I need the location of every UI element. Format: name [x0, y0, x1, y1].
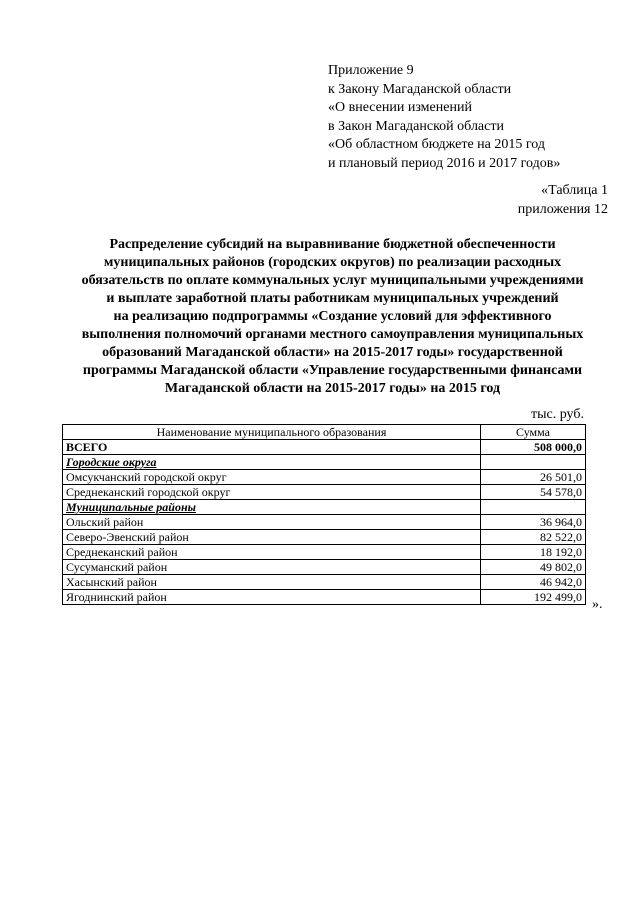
row-value: 26 501,0 [481, 470, 586, 485]
table-row [63, 575, 586, 590]
table-row [63, 485, 586, 500]
row-name: Среднеканский район [63, 545, 481, 560]
row-name: Среднеканский городской округ [63, 485, 481, 500]
row-value: 82 522,0 [481, 530, 586, 545]
title-line: обязательств по оплате коммунальных услуг муниципальными учреждениями [81, 273, 584, 288]
closing-quote: ». [592, 597, 603, 612]
table-row [63, 545, 586, 560]
table-row [63, 530, 586, 545]
table-reference [518, 182, 608, 219]
appendix-line: в Закон Магаданской области [328, 118, 504, 134]
section-row [63, 455, 586, 470]
section-row [63, 500, 586, 515]
title-line: на реализацию подпрограммы «Создание условий для эффективного [113, 309, 552, 324]
row-value: 18 192,0 [481, 545, 586, 560]
row-name: Хасынский район [63, 575, 481, 590]
row-value: 46 942,0 [481, 575, 586, 590]
title-line: муниципальных районов (городских округов) по реализации расходных [103, 255, 562, 270]
section-title: Городские округа [63, 455, 481, 470]
total-value: 508 000,0 [481, 440, 586, 455]
row-name: Сусуманский район [63, 560, 481, 575]
section-empty [481, 455, 586, 470]
row-value: 54 578,0 [481, 485, 586, 500]
appendix-line: к Закону Магаданской области [328, 81, 512, 97]
units-label: тыс. руб. [531, 407, 584, 422]
title-line: Распределение субсидий на выравнивание бюджетной обеспеченности [109, 237, 556, 252]
title-line: образований Магаданской области» на 2015-2017 годы» государственной [102, 345, 563, 360]
row-value: 192 499,0 [481, 590, 586, 605]
row-name: Северо-Эвенский район [63, 530, 481, 545]
appendix-line: Приложение 9 [328, 63, 414, 78]
title-line: и выплате заработной платы работникам муниципальных учреждений [106, 291, 559, 306]
table-ref-line: приложения 12 [517, 201, 608, 217]
total-label: ВСЕГО [63, 440, 481, 455]
row-name: Ягоднинский район [63, 590, 481, 605]
table-row [63, 560, 586, 575]
appendix-header [328, 62, 560, 173]
row-value: 36 964,0 [481, 515, 586, 530]
table-header-row [63, 425, 586, 440]
section-empty [481, 500, 586, 515]
table-row [63, 590, 586, 605]
document-title [55, 236, 610, 398]
row-value: 49 802,0 [481, 560, 586, 575]
row-name: Ольский район [63, 515, 481, 530]
appendix-line: и плановый период 2016 и 2017 годов» [328, 155, 561, 171]
table-row [63, 470, 586, 485]
total-row [63, 440, 586, 455]
subsidy-table [62, 424, 586, 605]
header-name: Наименование муниципального образования [63, 425, 481, 440]
title-line: Магаданской области на 2015-2017 годы» на 2015 год [164, 381, 501, 396]
title-line: программы Магаданской области «Управление государственными финансами [82, 363, 583, 378]
row-name: Омсукчанский городской округ [63, 470, 481, 485]
section-title: Муниципальные районы [63, 500, 481, 515]
header-sum: Сумма [481, 425, 586, 440]
appendix-line: «Об областном бюджете на 2015 год [328, 137, 545, 152]
table-row [63, 515, 586, 530]
appendix-line: «О внесении изменений [328, 100, 472, 115]
table-ref-line: «Таблица 1 [541, 183, 608, 198]
title-line: выполнения полномочий органами местного самоуправления муниципальных [81, 327, 584, 342]
